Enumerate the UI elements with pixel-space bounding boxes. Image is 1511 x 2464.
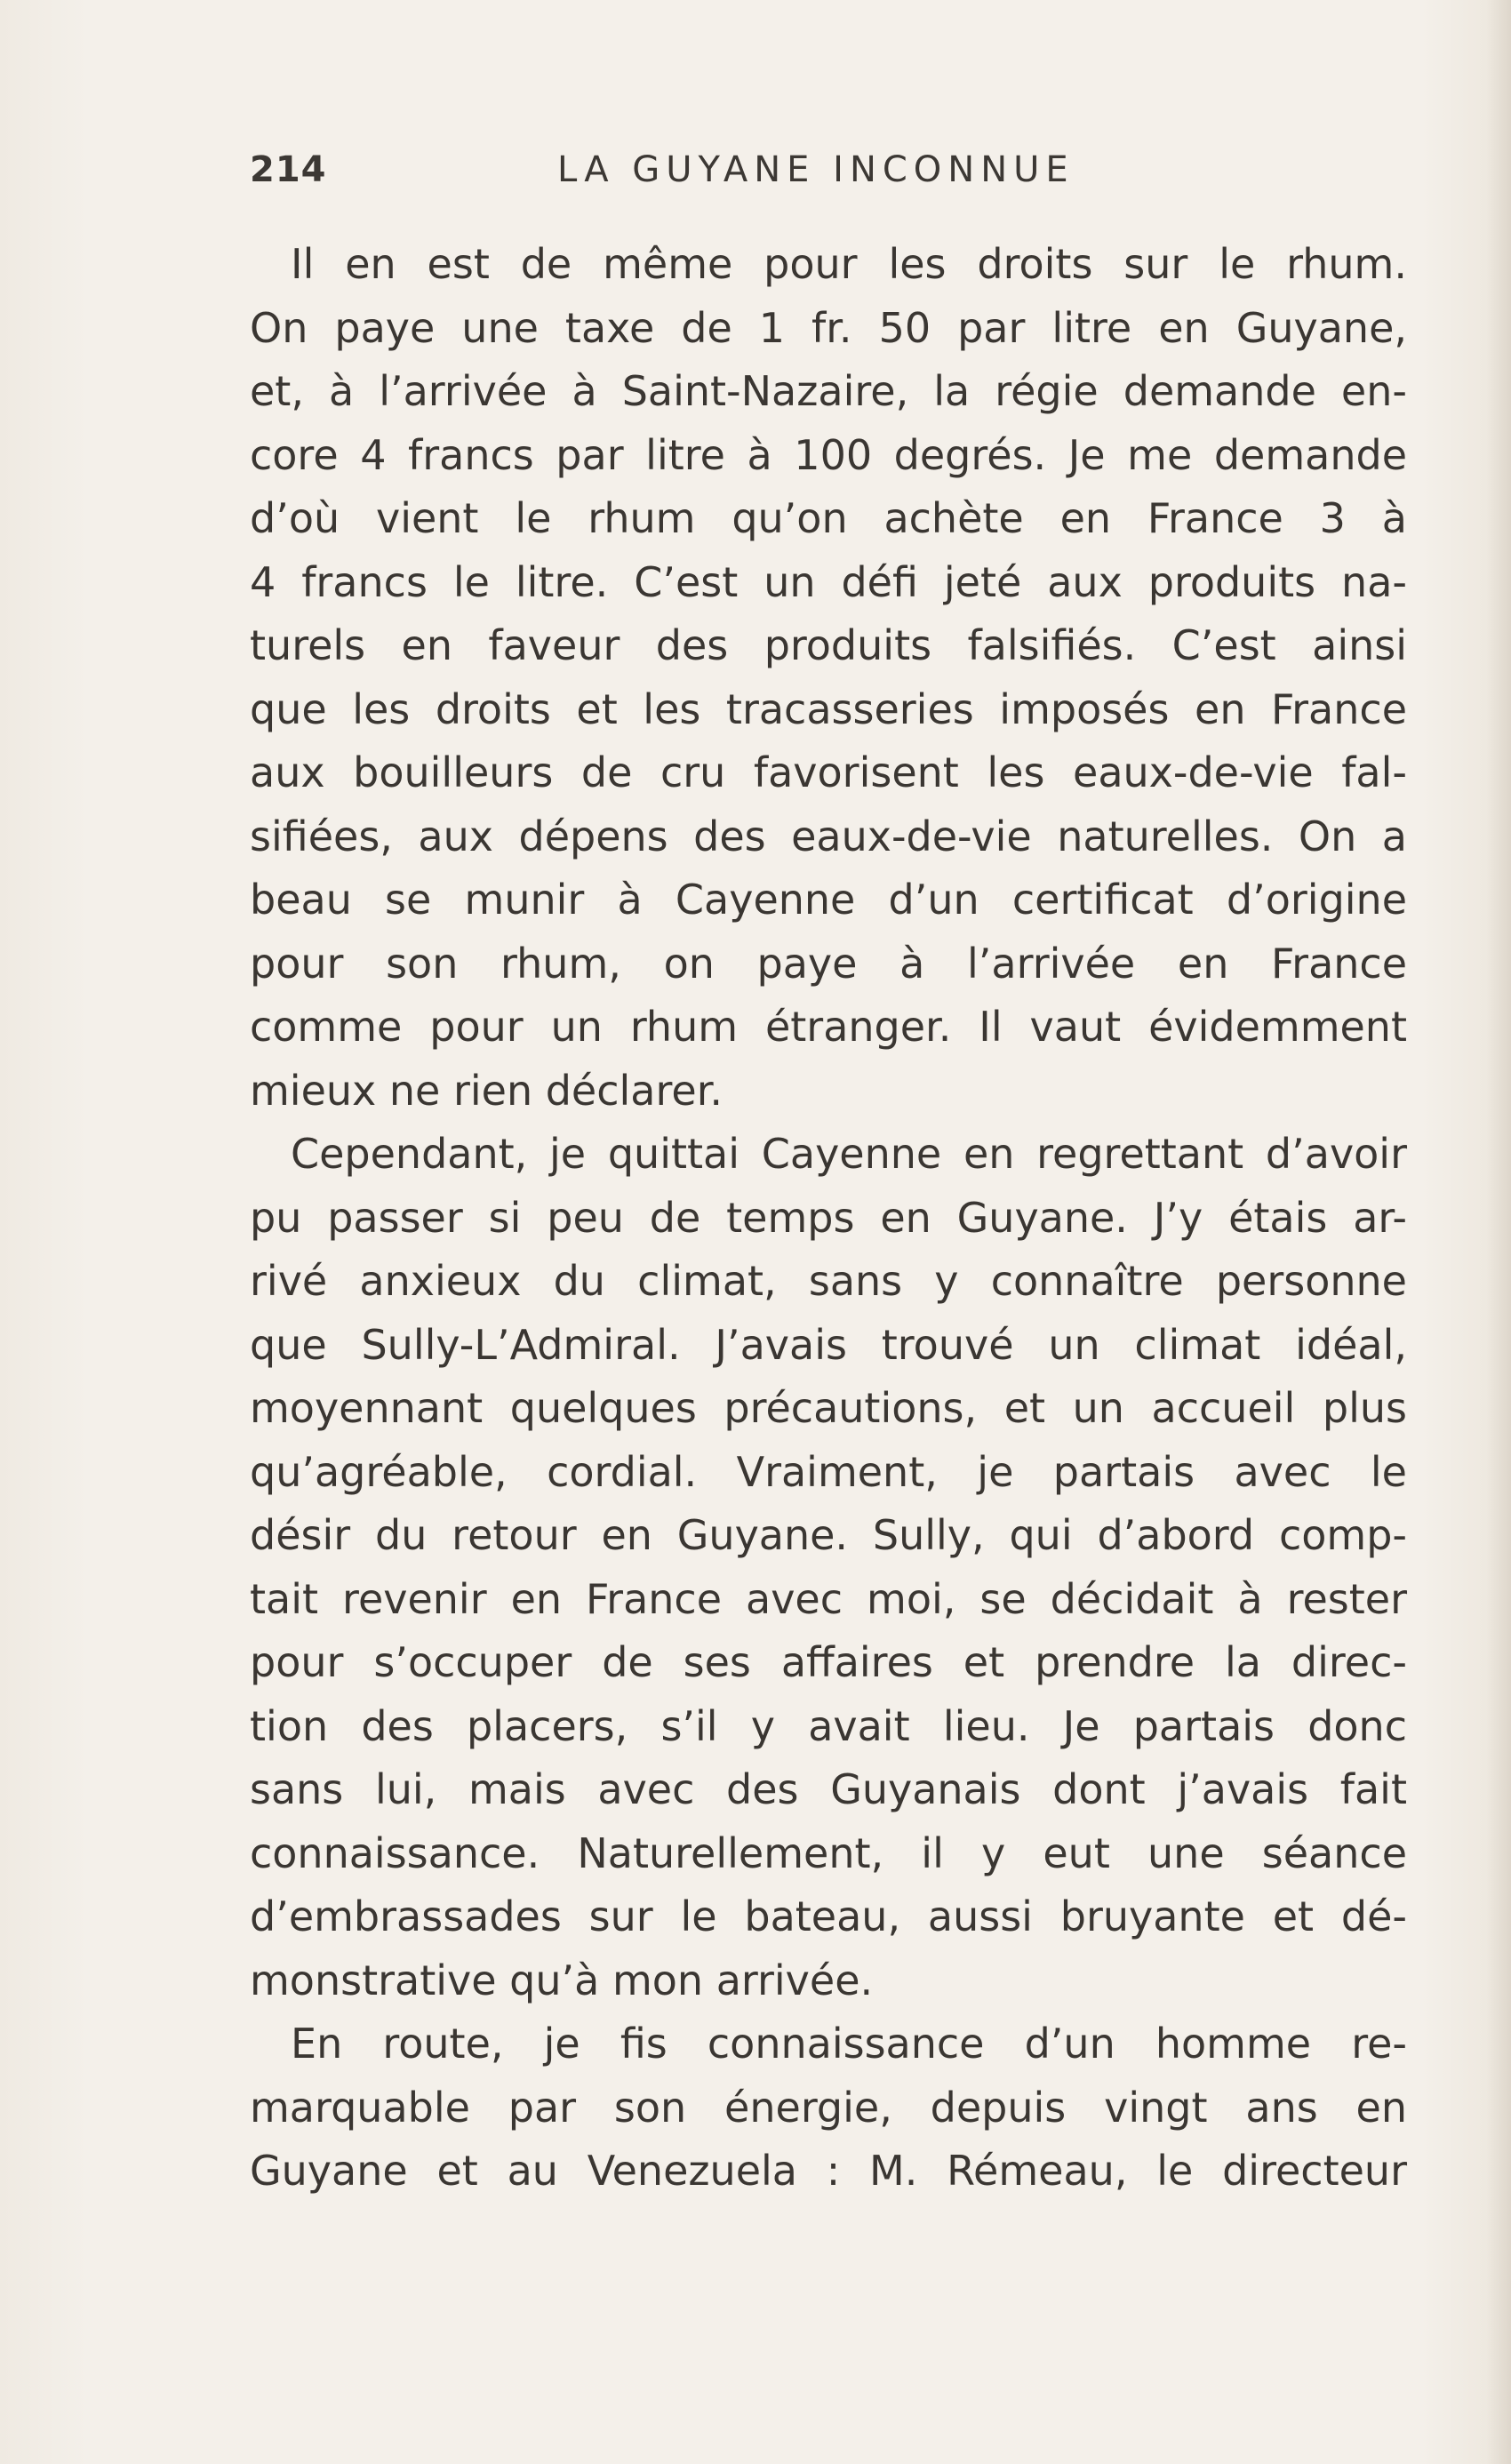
text-line: marquable par son énergie, depuis vingt ans en <box>250 2083 1407 2132</box>
text-line: 4 francs le litre. C’est un défi jeté aux produits na- <box>250 557 1407 606</box>
text-line: Il en est de même pour les droits sur le rhum. <box>291 240 1407 288</box>
text-line: sifiées, aux dépens des eaux-de-vie naturelles. On a <box>250 812 1407 860</box>
page-number: 214 <box>250 149 327 190</box>
text-line: désir du retour en Guyane. Sully, qui d’abord comp- <box>250 1511 1407 1559</box>
text-line: tait revenir en France avec moi, se décidait à rester <box>250 1574 1407 1623</box>
text-line: turels en faveur des produits falsifiés. C’est ainsi <box>250 621 1407 669</box>
text-line: Cependant, je quittai Cayenne en regrettant d’avoir <box>291 1130 1407 1178</box>
text-line: core 4 francs par litre à 100 degrés. Je me demande <box>250 430 1407 479</box>
text-line: d’embrassades sur le bateau, aussi bruyante et dé- <box>250 1892 1407 1940</box>
text-line: que les droits et les tracasseries imposés en France <box>250 684 1407 733</box>
text-line: comme pour un rhum étranger. Il vaut évidemment <box>250 1003 1407 1051</box>
text-line: qu’agréable, cordial. Vraiment, je partais avec le <box>250 1447 1407 1496</box>
page-edge-shadow <box>1486 0 1511 2464</box>
text-line: pour s’occuper de ses affaires et prendre la direc- <box>250 1638 1407 1686</box>
text-line: beau se munir à Cayenne d’un certificat d’origine <box>250 876 1407 924</box>
text-line: moyennant quelques précautions, et un accueil plus <box>250 1384 1407 1432</box>
text-line: aux bouilleurs de cru favorisent les eaux-de-vie fal- <box>250 748 1407 796</box>
text-line: sans lui, mais avec des Guyanais dont j’avais fait <box>250 1765 1407 1813</box>
text-line: rivé anxieux du climat, sans y connaître personne <box>250 1257 1407 1305</box>
text-line: En route, je fis connaissance d’un homme re- <box>291 2020 1407 2068</box>
text-line: connaissance. Naturellement, il y eut une séance <box>250 1828 1407 1877</box>
text-line: monstrative qu’à mon arrivée. <box>250 1956 874 2004</box>
body-text <box>250 233 1407 2204</box>
text-line: tion des placers, s’il y avait lieu. Je partais donc <box>250 1701 1407 1750</box>
text-line: On paye une taxe de 1 fr. 50 par litre en Guyane, <box>250 303 1407 352</box>
running-head <box>250 149 1405 203</box>
text-line: pour son rhum, on paye à l’arrivée en France <box>250 939 1407 988</box>
running-title: LA GUYANE INCONNUE <box>557 149 1075 190</box>
text-line: et, à l’arrivée à Saint-Nazaire, la régie demande en- <box>250 367 1407 415</box>
text-line: pu passer si peu de temps en Guyane. J’y étais ar- <box>250 1193 1407 1242</box>
text-line: mieux ne rien déclarer. <box>250 1066 724 1115</box>
text-line: que Sully-L’Admiral. J’avais trouvé un climat idéal, <box>250 1320 1407 1369</box>
text-line: d’où vient le rhum qu’on achète en France 3 à <box>250 494 1407 542</box>
text-line: Guyane et au Venezuela : M. Rémeau, le directeur <box>250 2147 1407 2195</box>
